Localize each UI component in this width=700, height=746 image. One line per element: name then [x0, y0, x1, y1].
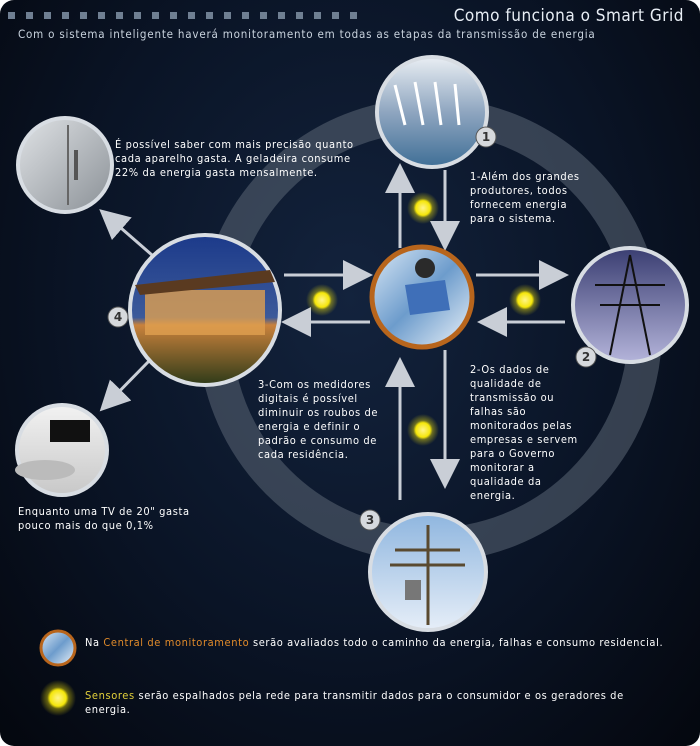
central-highlight: Central de monitoramento	[103, 636, 250, 649]
house-image	[130, 235, 280, 385]
page-subtitle: Com o sistema inteligente haverá monitoramento em todas as etapas da transmissão de energia	[18, 27, 596, 41]
badge-4: 4	[113, 310, 123, 324]
step3-text: 3-Com os medidores digitais é possível diminuir os roubos de energia e definir o padrão e consumo de cada residência.	[258, 378, 379, 461]
monitoring-center-image	[372, 247, 472, 347]
sensor-highlight: Sensores	[85, 689, 135, 702]
fridge-image	[18, 118, 112, 212]
tv-image	[15, 405, 107, 495]
tower-image	[573, 248, 687, 362]
fridge-text: É possível saber com mais precisão quanto cada aparelho gasta. A geladeira consume 22% da energia gasta mensalmente.	[115, 138, 354, 179]
badge-3: 3	[365, 513, 375, 527]
page-title: Como funciona o Smart Grid	[453, 6, 684, 26]
badge-2: 2	[581, 350, 591, 364]
legend-sensors: Sensores serão espalhados pela rede para transmitir dados para o consumidor e os geradores de energia.	[85, 689, 624, 716]
pole-image	[370, 514, 486, 630]
step2-text: 2-Os dados de qualidade de transmissão ou falhas são monitorados pelas empresas e servem para o Governo monitorar a qualidade da energia.	[470, 363, 578, 502]
dam-image	[377, 57, 487, 167]
tv-text: Enquanto uma TV de 20" gasta pouco mais do que 0,1%	[18, 505, 190, 532]
step1-text: 1-Além dos grandes produtores, todos fornecem energia para o sistema.	[470, 170, 580, 225]
legend-central: Na Central de monitoramento serão avaliados todo o caminho da energia, falhas e consumo residencial.	[85, 636, 664, 649]
badge-1: 1	[481, 130, 491, 144]
